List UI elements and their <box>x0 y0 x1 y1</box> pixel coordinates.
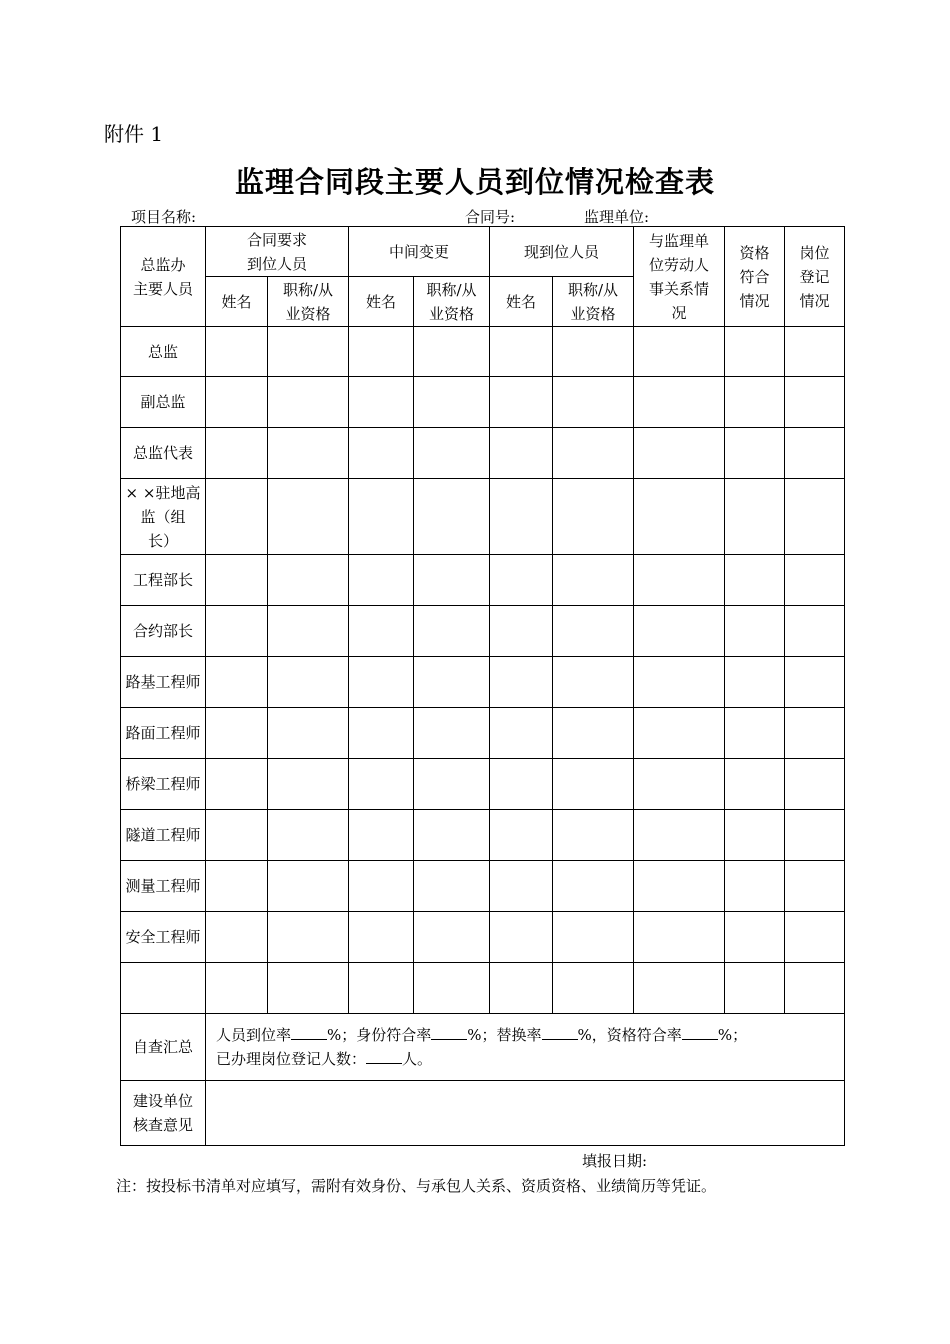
table-cell[interactable] <box>785 428 845 479</box>
table-cell[interactable] <box>785 810 845 861</box>
table-cell[interactable] <box>785 479 845 555</box>
table-row <box>121 861 845 912</box>
table-cell[interactable] <box>553 912 634 963</box>
header-name: 姓名 <box>206 277 268 327</box>
table-cell[interactable] <box>268 657 349 708</box>
table-row <box>121 327 845 377</box>
table-cell[interactable] <box>349 479 414 555</box>
table-cell[interactable] <box>785 657 845 708</box>
table-cell[interactable] <box>785 708 845 759</box>
header-title-qual: 职称/从 业资格 <box>553 277 634 327</box>
table-cell[interactable] <box>634 606 725 657</box>
table-cell[interactable] <box>268 861 349 912</box>
table-cell[interactable] <box>785 555 845 606</box>
table-cell[interactable] <box>634 555 725 606</box>
table-cell[interactable] <box>553 708 634 759</box>
table-cell[interactable] <box>349 428 414 479</box>
fill-date-label: 填报日期: <box>582 1152 648 1170</box>
table-row <box>121 479 845 555</box>
table-cell[interactable] <box>785 861 845 912</box>
table-cell[interactable] <box>206 606 268 657</box>
row-role-label: 副总监 <box>121 377 206 428</box>
table-cell[interactable] <box>206 708 268 759</box>
table-cell[interactable] <box>553 810 634 861</box>
supervisor-unit-label: 监理单位: <box>584 208 650 226</box>
table-cell[interactable] <box>553 428 634 479</box>
table-row <box>121 810 845 861</box>
table-cell[interactable] <box>634 759 725 810</box>
header-name: 姓名 <box>349 277 414 327</box>
table-cell[interactable] <box>725 555 785 606</box>
table-cell[interactable] <box>490 912 553 963</box>
table-cell[interactable] <box>490 963 553 1014</box>
table-cell[interactable] <box>206 657 268 708</box>
footnote: 注：按投标书清单对应填写，需附有效身份、与承包人关系、资质资格、业绩简历等凭证。 <box>116 1177 717 1195</box>
table-cell[interactable] <box>349 657 414 708</box>
row-role-label: 隧道工程师 <box>121 810 206 861</box>
table-cell[interactable] <box>206 377 268 428</box>
inspection-table <box>120 226 845 1146</box>
table-cell[interactable] <box>725 479 785 555</box>
table-row <box>121 963 845 1014</box>
table-cell[interactable] <box>553 555 634 606</box>
table-cell[interactable] <box>725 428 785 479</box>
table-cell[interactable] <box>490 861 553 912</box>
row-role-label: 工程部长 <box>121 555 206 606</box>
table-cell[interactable] <box>414 657 490 708</box>
blank-identity[interactable] <box>431 1023 467 1040</box>
table-cell[interactable] <box>725 759 785 810</box>
opinion-label: 建设单位 核查意见 <box>121 1081 206 1146</box>
table-cell[interactable] <box>349 377 414 428</box>
table-cell[interactable] <box>414 912 490 963</box>
table-cell[interactable] <box>349 327 414 377</box>
header-contract-required: 合同要求 到位人员 <box>206 227 349 277</box>
attachment-label: 附件 1 <box>104 122 164 146</box>
header-qualify: 资格 符合 情况 <box>725 227 785 327</box>
table-cell[interactable] <box>725 327 785 377</box>
header-mid-change: 中间变更 <box>349 227 490 277</box>
table-row <box>121 555 845 606</box>
table-cell[interactable] <box>634 428 725 479</box>
table-cell[interactable] <box>634 377 725 428</box>
table-cell[interactable] <box>268 759 349 810</box>
page-title: 监理合同段主要人员到位情况检查表 <box>234 165 715 199</box>
table-cell[interactable] <box>349 810 414 861</box>
table-cell[interactable] <box>206 861 268 912</box>
table-cell[interactable] <box>634 327 725 377</box>
table-cell[interactable] <box>206 555 268 606</box>
table-cell[interactable] <box>414 810 490 861</box>
row-role-label: 测量工程师 <box>121 861 206 912</box>
header-staff: 总监办 主要人员 <box>121 227 206 327</box>
row-role-label: × ×驻地高 监（组 长） <box>121 479 206 555</box>
table-cell[interactable] <box>414 759 490 810</box>
table-cell[interactable] <box>785 759 845 810</box>
table-cell[interactable] <box>414 555 490 606</box>
table-cell[interactable] <box>725 963 785 1014</box>
table-cell[interactable] <box>634 810 725 861</box>
table-cell[interactable] <box>490 810 553 861</box>
table-cell[interactable] <box>414 327 490 377</box>
table-cell[interactable] <box>634 479 725 555</box>
table-cell[interactable] <box>553 963 634 1014</box>
blank-registered[interactable] <box>366 1047 402 1064</box>
table-cell[interactable] <box>206 428 268 479</box>
table-cell[interactable] <box>349 963 414 1014</box>
table-cell[interactable] <box>553 377 634 428</box>
blank-replace[interactable] <box>542 1023 578 1040</box>
table-cell[interactable] <box>206 963 268 1014</box>
table-cell[interactable] <box>349 708 414 759</box>
table-cell[interactable] <box>725 861 785 912</box>
table-cell[interactable] <box>553 327 634 377</box>
table-cell[interactable] <box>785 912 845 963</box>
header-title-qual: 职称/从 业资格 <box>414 277 490 327</box>
table-cell[interactable] <box>634 912 725 963</box>
table-cell[interactable] <box>785 327 845 377</box>
table-cell[interactable] <box>634 708 725 759</box>
table-cell[interactable] <box>414 963 490 1014</box>
table-cell[interactable] <box>553 479 634 555</box>
row-role-label: 总监 <box>121 327 206 377</box>
table-cell[interactable] <box>268 555 349 606</box>
table-cell[interactable] <box>553 759 634 810</box>
summary-label: 自查汇总 <box>121 1014 206 1081</box>
table-cell[interactable] <box>490 759 553 810</box>
table-cell[interactable] <box>414 377 490 428</box>
table-cell[interactable] <box>553 606 634 657</box>
table-cell[interactable] <box>268 377 349 428</box>
table-cell[interactable] <box>349 555 414 606</box>
table-cell[interactable] <box>206 327 268 377</box>
table-cell[interactable] <box>206 759 268 810</box>
table-cell[interactable] <box>634 861 725 912</box>
table-cell[interactable] <box>490 708 553 759</box>
table-cell[interactable] <box>414 428 490 479</box>
table-cell[interactable] <box>268 708 349 759</box>
table-cell[interactable] <box>725 810 785 861</box>
row-role-label: 路基工程师 <box>121 657 206 708</box>
table-cell[interactable] <box>268 606 349 657</box>
table-cell[interactable] <box>414 479 490 555</box>
table-cell[interactable] <box>725 657 785 708</box>
table-cell[interactable] <box>725 606 785 657</box>
blank-arrival[interactable] <box>291 1023 327 1040</box>
header-current: 现到位人员 <box>490 227 634 277</box>
table-cell[interactable] <box>349 861 414 912</box>
table-cell[interactable] <box>553 657 634 708</box>
table-cell[interactable] <box>725 377 785 428</box>
header-name: 姓名 <box>490 277 553 327</box>
table-cell[interactable] <box>349 606 414 657</box>
table-cell[interactable] <box>349 912 414 963</box>
table-cell[interactable] <box>634 963 725 1014</box>
table-cell[interactable] <box>268 912 349 963</box>
row-role-label: 桥梁工程师 <box>121 759 206 810</box>
table-cell[interactable] <box>725 708 785 759</box>
contract-no-label: 合同号: <box>465 208 516 226</box>
table-row <box>121 657 845 708</box>
row-role-label: 合约部长 <box>121 606 206 657</box>
table-row <box>121 428 845 479</box>
project-name-label: 项目名称: <box>131 208 197 226</box>
blank-qualify[interactable] <box>682 1023 718 1040</box>
row-role-label: 总监代表 <box>121 428 206 479</box>
table-cell[interactable] <box>634 657 725 708</box>
table-cell[interactable] <box>268 810 349 861</box>
table-cell[interactable] <box>349 759 414 810</box>
table-cell[interactable] <box>268 963 349 1014</box>
table-cell[interactable] <box>725 912 785 963</box>
row-role-label <box>121 963 206 1014</box>
table-cell[interactable] <box>206 912 268 963</box>
table-row <box>121 606 845 657</box>
table-row <box>121 759 845 810</box>
header-labor-relation: 与监理单 位劳动人 事关系情 况 <box>634 227 725 327</box>
header-title-qual: 职称/从 业资格 <box>268 277 349 327</box>
table-cell[interactable] <box>268 327 349 377</box>
table-cell[interactable] <box>490 327 553 377</box>
table-cell[interactable] <box>490 555 553 606</box>
table-cell[interactable] <box>785 963 845 1014</box>
table-cell[interactable] <box>414 708 490 759</box>
table-cell[interactable] <box>490 657 553 708</box>
table-cell[interactable] <box>414 861 490 912</box>
table-row <box>121 708 845 759</box>
summary-content: 人员到位率 %；身份符合率 %；替换率 %，资格符合率 %； 已办理岗位登记人数： 人。 <box>206 1014 845 1081</box>
table-row <box>121 377 845 428</box>
table-cell[interactable] <box>785 606 845 657</box>
table-cell[interactable] <box>206 479 268 555</box>
table-cell[interactable] <box>414 606 490 657</box>
table-cell[interactable] <box>553 861 634 912</box>
table-cell[interactable] <box>206 810 268 861</box>
table-row <box>121 912 845 963</box>
row-role-label: 路面工程师 <box>121 708 206 759</box>
table-cell[interactable] <box>268 428 349 479</box>
table-cell[interactable] <box>490 377 553 428</box>
table-cell[interactable] <box>490 479 553 555</box>
header-post-reg: 岗位 登记 情况 <box>785 227 845 327</box>
opinion-content[interactable] <box>206 1081 845 1146</box>
table-cell[interactable] <box>490 606 553 657</box>
table-cell[interactable] <box>490 428 553 479</box>
table-cell[interactable] <box>785 377 845 428</box>
table-cell[interactable] <box>268 479 349 555</box>
row-role-label: 安全工程师 <box>121 912 206 963</box>
